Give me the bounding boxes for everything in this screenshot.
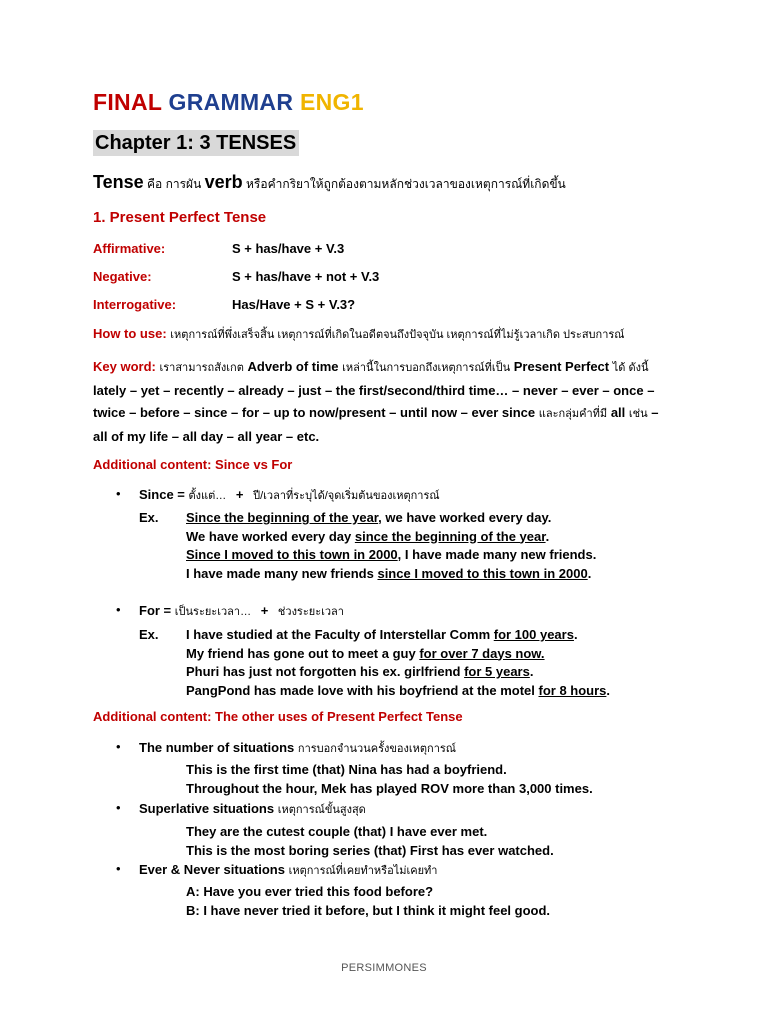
section-heading-present-perfect: 1. Present Perfect Tense — [93, 209, 267, 226]
underlined-phrase: for 100 years — [493, 627, 574, 642]
example-line — [186, 682, 610, 701]
negative-formula: S + has/have + not + V.3 — [232, 269, 380, 284]
since-vs-for-heading: Additional content: Since vs For — [93, 457, 293, 472]
ex-label: Ex. — [139, 627, 159, 642]
footer-author: PERSIMMONES — [341, 962, 427, 974]
example-line — [186, 645, 610, 664]
bullet-icon: • — [116, 486, 121, 501]
example-rest: . — [545, 528, 550, 544]
tense-definition — [93, 172, 566, 194]
interrogative-label: Interrogative: — [93, 297, 177, 312]
key-present-perfect: Present Perfect — [513, 359, 610, 374]
for-label: For = — [139, 603, 172, 618]
example-pre: I have studied at the Faculty of Interstellar Comm — [186, 627, 494, 642]
key-adverb-of-time: Adverb of time — [247, 359, 339, 374]
bullet-icon: • — [116, 800, 121, 815]
key-text-5: เช่น — [628, 408, 648, 420]
situation-label: Superlative situations — [139, 801, 275, 816]
example-line — [186, 626, 610, 645]
chapter-heading: Chapter 1: 3 TENSES — [93, 130, 299, 156]
ex-label: Ex. — [139, 510, 159, 525]
situation-thai: การบอกจำนวนครั้งของเหตุการณ์ — [297, 743, 456, 755]
example-line: They are the cutest couple (that) I have ever met. — [186, 824, 488, 839]
interrogative-formula: Has/Have + S + V.3? — [232, 297, 356, 312]
document-title — [93, 89, 364, 116]
example-line: Throughout the hour, Mek has played ROV more than 3,000 times. — [186, 780, 593, 796]
for-thai-2: ช่วงระยะเวลา — [277, 606, 344, 618]
verb-word: verb — [204, 172, 243, 192]
example-pre: My friend has gone out to meet a guy — [186, 645, 420, 661]
title-final: FINAL — [93, 89, 162, 115]
underlined-phrase: for over 7 days now. — [419, 645, 545, 661]
underlined-phrase: since I moved to this town in 2000 — [377, 565, 588, 581]
since-examples — [186, 509, 596, 583]
key-text-2: เหล่านี้ในการบอกถึงเหตุการณ์ที่เป็น — [342, 362, 511, 374]
since-definition — [139, 486, 440, 504]
number-of-situations — [139, 739, 456, 757]
example-line: B: I have never tried it before, but I think it might feel good. — [186, 902, 551, 918]
tense-word: Tense — [93, 172, 144, 192]
plus-sign: + — [235, 487, 244, 502]
for-examples — [186, 626, 610, 700]
example-line: This is the most boring series (that) First has ever watched. — [186, 842, 554, 858]
example-rest: . — [587, 565, 592, 581]
key-text-3: ได้ ดังนี้ — [612, 362, 649, 374]
for-thai-1: เป็นระยะเวลา… — [174, 606, 252, 618]
superlative-situations — [139, 800, 366, 818]
example-line — [186, 565, 596, 584]
plus-sign: + — [260, 603, 269, 618]
how-to-use-text: เหตุการณ์ที่พึ่งเสร็จสิ้น เหตุการณ์ที่เกิดในอดีตจนถึงปัจจุบัน เหตุการณ์ที่ไม่รู้เวลาเกิด ประสบการณ์ — [170, 329, 625, 341]
since-thai-1: ตั้งแต่… — [188, 490, 227, 502]
other-uses-heading: Additional content: The other uses of Present Perfect Tense — [93, 709, 463, 724]
bullet-icon: • — [116, 602, 121, 617]
underlined-phrase: for 5 years — [464, 664, 530, 679]
example-line: A: Have you ever tried this food before? — [186, 884, 434, 899]
key-text-4: และกลุ่มคำที่มี — [538, 408, 608, 420]
example-rest: , we have worked every day. — [378, 510, 552, 525]
key-text-1: เราสามารถสังเกต — [159, 362, 244, 374]
key-all: all — [610, 405, 626, 420]
ever-never-situations — [139, 861, 437, 879]
how-to-use — [93, 323, 675, 347]
example-line — [186, 528, 596, 547]
example-line — [186, 663, 610, 682]
example-line: This is the first time (that) Nina has had a boyfriend. — [186, 762, 507, 777]
example-rest: . — [573, 627, 578, 642]
example-pre: PangPond has made love with his boyfriend at the motel — [186, 682, 539, 698]
key-word-paragraph — [93, 356, 675, 448]
example-line — [186, 546, 596, 565]
example-rest: , I have made many new friends. — [397, 547, 597, 562]
example-line — [186, 509, 596, 528]
since-label: Since = — [139, 487, 185, 502]
for-definition — [139, 602, 344, 620]
bullet-icon: • — [116, 861, 121, 876]
situation-label: The number of situations — [139, 740, 295, 755]
how-to-use-label: How to use: — [93, 326, 167, 341]
example-pre: I have made many new friends — [186, 565, 378, 581]
underlined-phrase: Since I moved to this town in 2000 — [186, 547, 398, 562]
title-eng1: ENG1 — [299, 89, 364, 115]
title-grammar: GRAMMAR — [168, 89, 294, 115]
affirmative-label: Affirmative: — [93, 241, 166, 256]
since-thai-2: ปี/เวลาที่ระบุได้/จุดเริ่มต้นของเหตุการณ์ — [253, 490, 440, 502]
situation-label: Ever & Never situations — [139, 862, 285, 877]
number-examples — [186, 761, 593, 798]
ever-never-examples — [186, 883, 550, 920]
key-all-examples: – all of my life – all day – all year – etc. — [93, 405, 659, 444]
key-word-label: Key word: — [93, 359, 156, 374]
example-pre: Phuri has just not forgotten his ex. girlfriend — [186, 664, 465, 679]
key-word-list: lately – yet – recently – already – just – the first/second/third time… – never – ever – once – twice – before – since – for – up to now/present – until now – ever since — [93, 382, 655, 420]
underlined-phrase: for 8 hours — [538, 682, 607, 698]
negative-label: Negative: — [93, 269, 152, 284]
affirmative-formula: S + has/have + V.3 — [232, 241, 345, 256]
situation-thai: เหตุการณ์ที่เคยทำหรือไม่เคยทำ — [288, 865, 438, 877]
example-pre: We have worked every day — [186, 528, 355, 544]
situation-thai: เหตุการณ์ขั้นสูงสุด — [277, 804, 366, 816]
definition-is: คือ การผัน — [147, 177, 202, 191]
definition-rest: หรือคำกริยาให้ถูกต้องตามหลักช่วงเวลาของเหตุการณ์ที่เกิดขึ้น — [246, 177, 566, 191]
example-rest: . — [529, 664, 534, 679]
superlative-examples — [186, 823, 554, 860]
bullet-icon: • — [116, 739, 121, 754]
example-rest: . — [606, 682, 611, 698]
underlined-phrase: since the beginning of the year — [354, 528, 546, 544]
underlined-phrase: Since the beginning of the year — [186, 510, 379, 525]
